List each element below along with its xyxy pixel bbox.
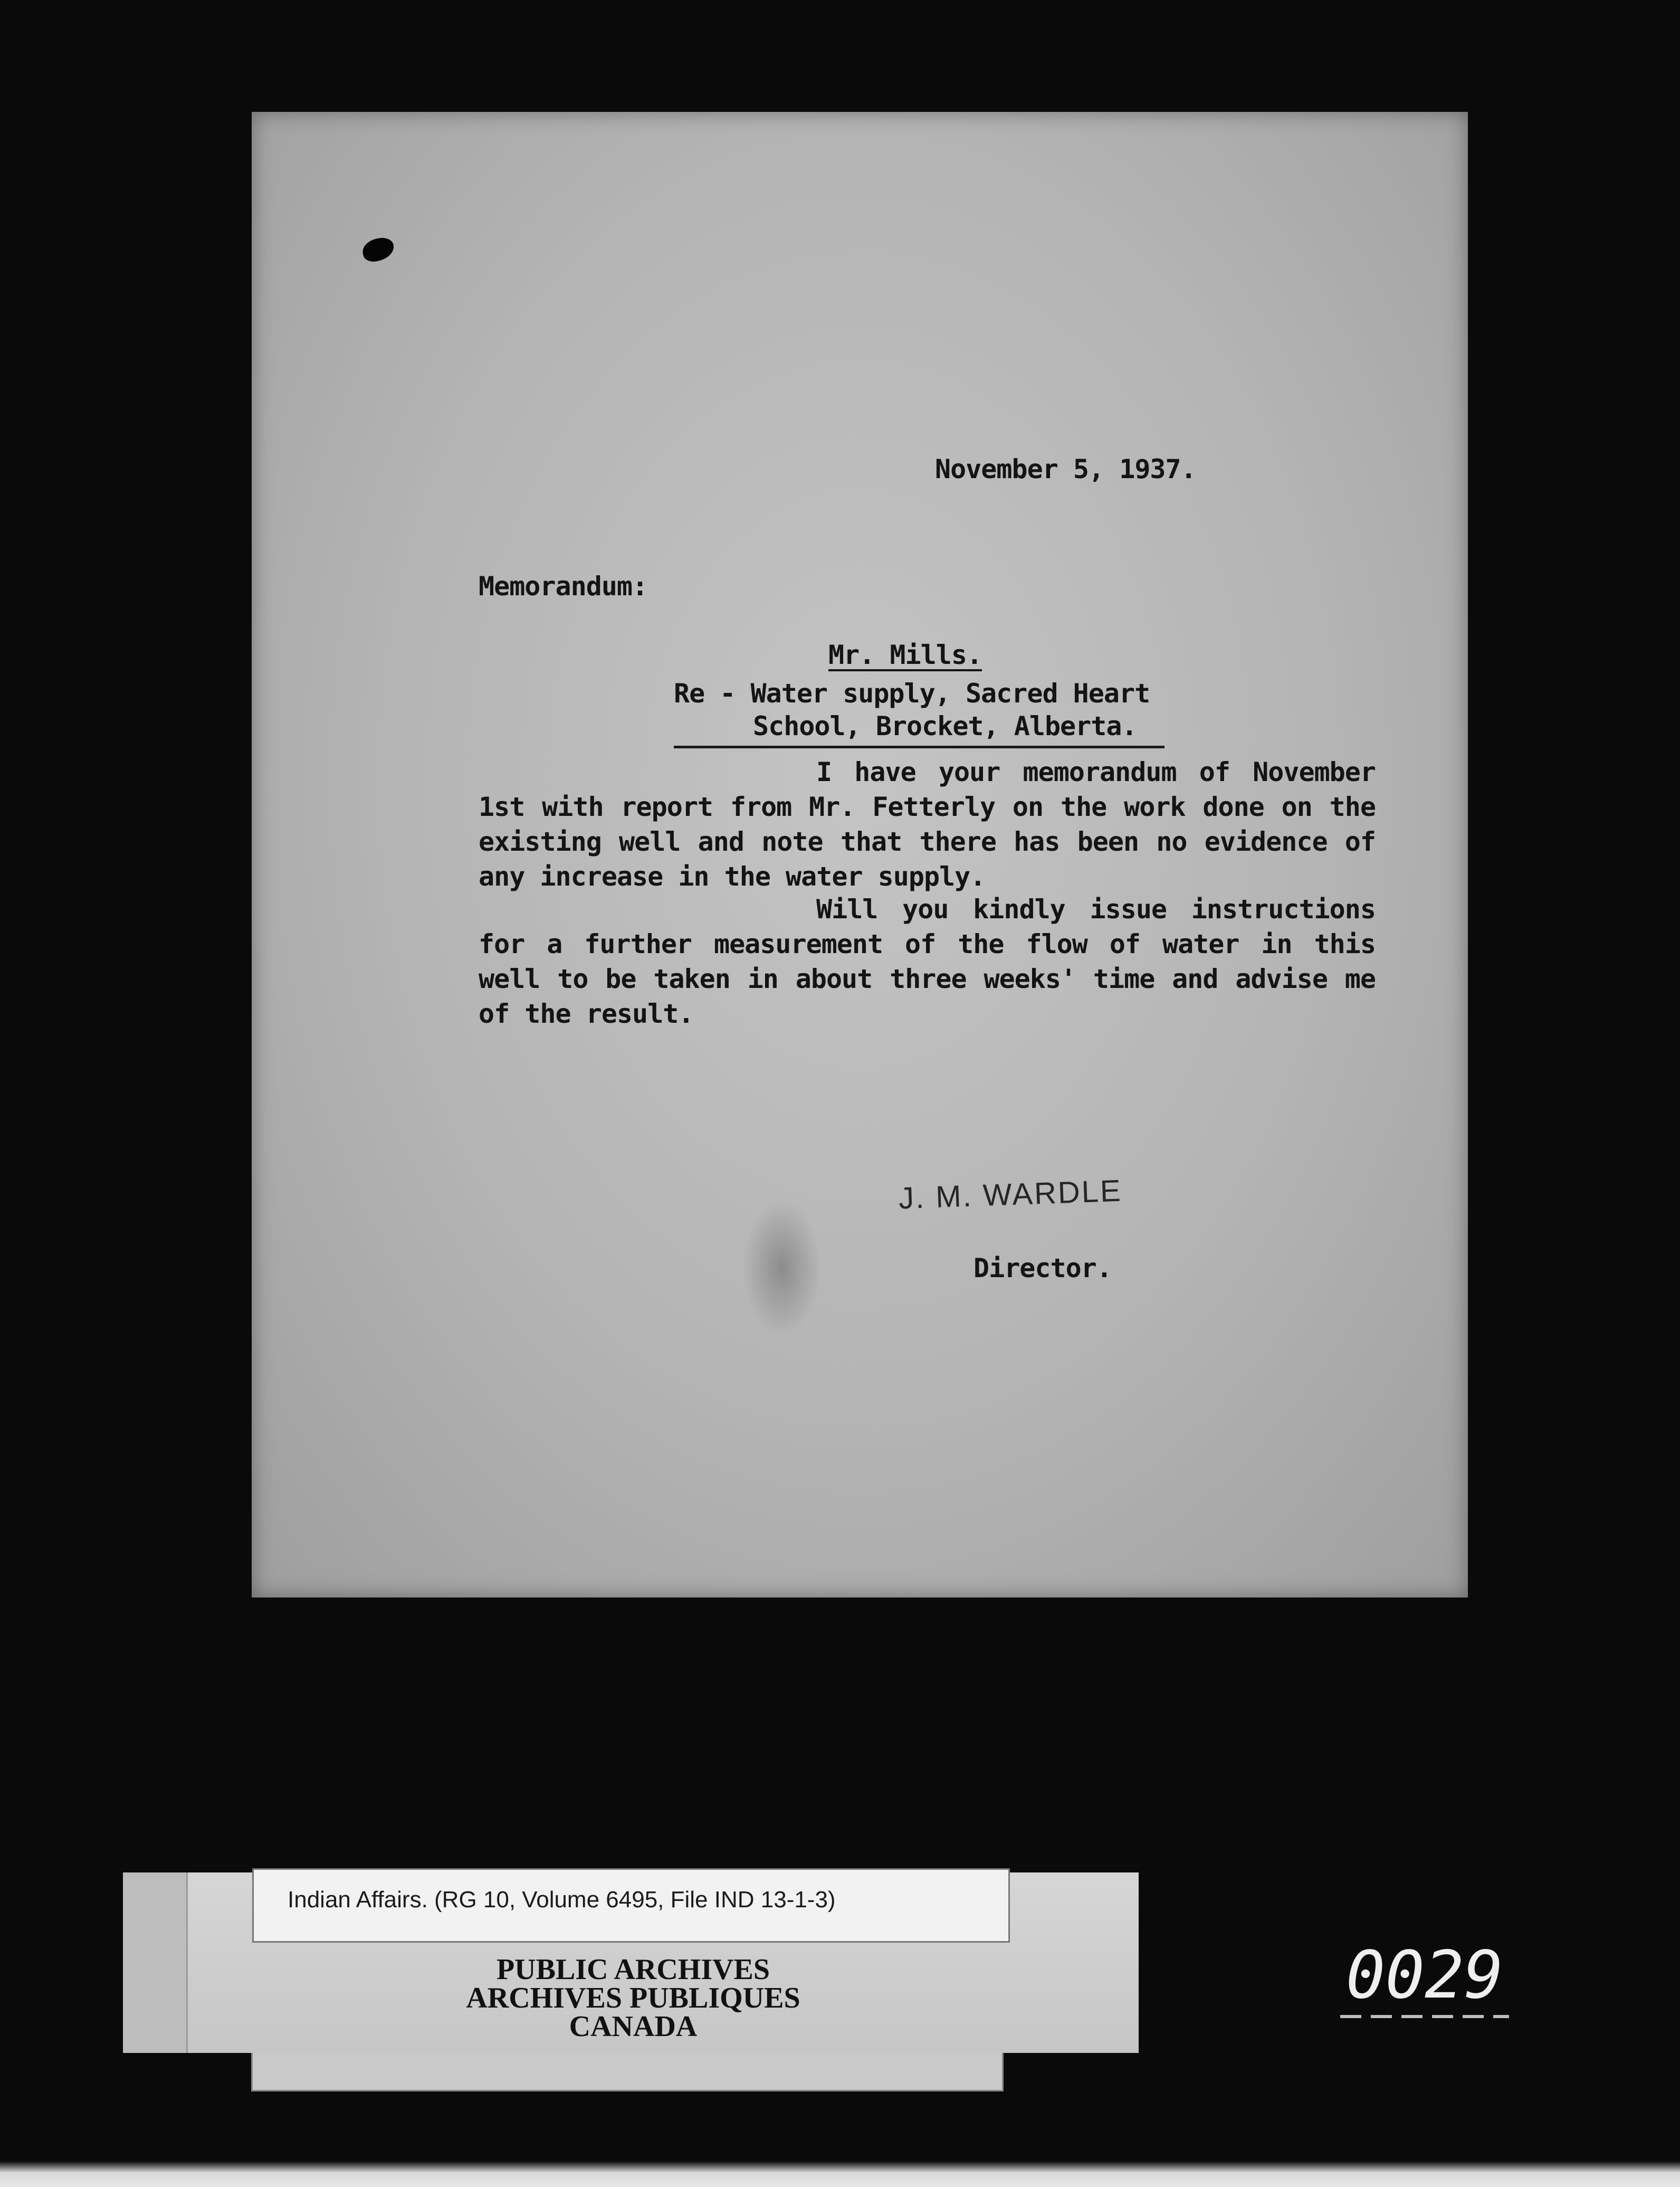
memo-label: Memorandum: [479, 571, 648, 602]
frame-number: 0029 [1345, 1937, 1504, 2013]
archive-line-2: ARCHIVES PUBLIQUES [466, 1982, 800, 2014]
memo-paragraph-1 [479, 755, 1376, 894]
signature-title: Director. [973, 1253, 1112, 1283]
frame-counter-rule [1340, 2015, 1509, 2018]
smudge-mark [742, 1199, 822, 1336]
film-edge [0, 2161, 1680, 2187]
archive-line-1: PUBLIC ARCHIVES [496, 1953, 770, 1986]
memo-addressee: Mr. Mills. [828, 640, 982, 670]
signature-stamp: J. M. WARDLE [898, 1173, 1123, 1216]
memo-page [252, 112, 1468, 1598]
memo-subject-line-1: Re - Water supply, Sacred Heart [674, 678, 1150, 709]
label-strip-edge [123, 1872, 188, 2053]
memo-paragraph-1-text: I have your memorandum of November 1st with report from Mr. Fetterly on the work done on the existing well and note that there has been no evidence of any increase in the water supply. [479, 757, 1376, 892]
memo-paragraph-2-text: Will you kindly issue instructions for a further measurement of the flow of water in this well to be taken in about three weeks' time and advise me of the result. [479, 894, 1376, 1029]
label-bottom-tab [251, 2053, 1004, 2091]
memo-date: November 5, 1937. [935, 454, 1196, 484]
archive-stamp [369, 1955, 897, 2041]
archive-reference: Indian Affairs. (RG 10, Volume 6495, File IND 13-1-3) [288, 1887, 836, 1913]
ink-blot [360, 235, 396, 264]
memo-paragraph-2 [479, 892, 1376, 1031]
frame-counter [1330, 1936, 1520, 2015]
archive-line-3: CANADA [569, 2010, 698, 2043]
memo-subject-line-2: School, Brocket, Alberta. [674, 711, 1164, 748]
